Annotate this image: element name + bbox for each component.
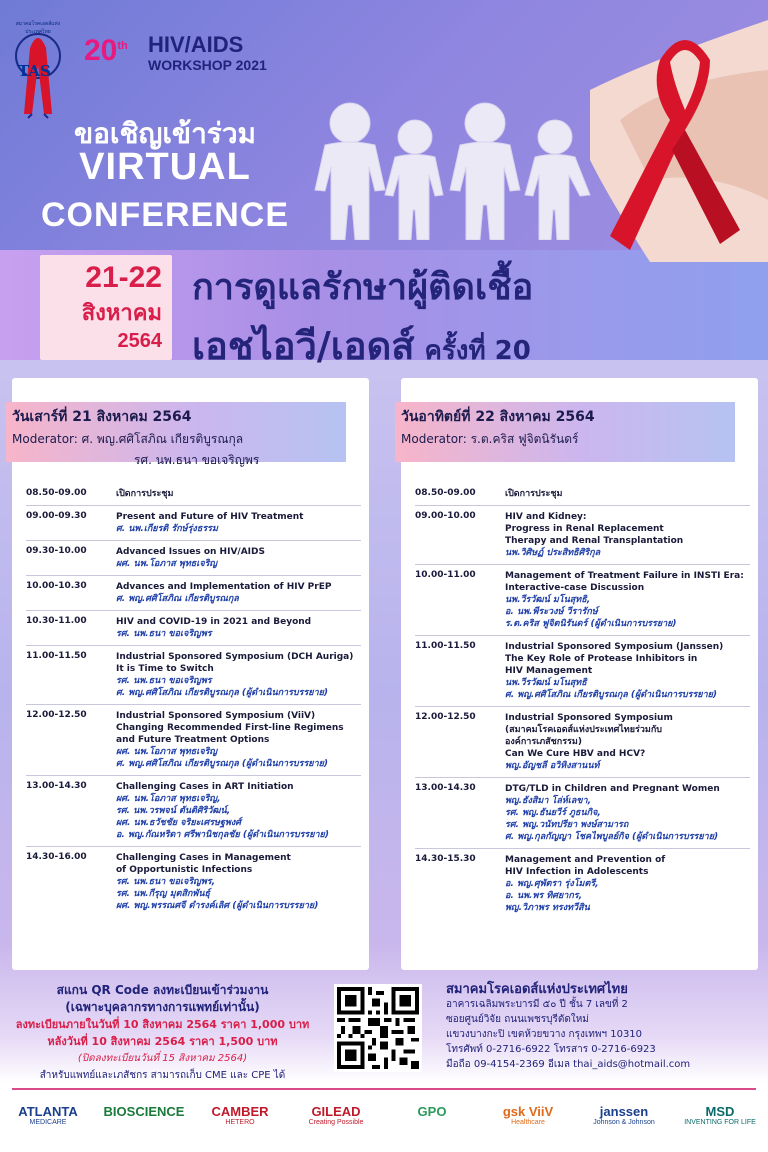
session-topic: HIV Infection in Adolescents [505,867,649,877]
session-speaker: รศ. นพ.ธนา ขอเจริญพร, [116,877,216,887]
session-speaker: นพ.วีรวัฒน์ มโนสุทธิ, [505,595,591,605]
sponsor-name: CAMBER [211,1104,269,1119]
session-topic: It is Time to Switch [116,664,214,674]
sponsor-subtitle: HETERO [225,1119,255,1126]
schedule-row [26,611,361,646]
session-speaker: รศ. นพ.กีรุญ มุตสิกพันธุ์ [116,889,210,899]
session-content [505,854,750,914]
reg-line-6: สำหรับแพทย์และเภสัชกร สามารถเก็บ CME และ CPE ได้ [39,1070,286,1081]
session-speaker: ศ. พญ.ศศิโสภิณ เกียรติบูรณกุล (ผู้ดำเนินการบรรยาย) [116,688,329,698]
session-topic: HIV and COVID-19 in 2021 and Beyond [116,617,312,627]
session-topic: Industrial Sponsored Symposium (Janssen) [505,642,724,652]
session-topic: เปิดการประชุม [505,489,563,499]
session-content [116,511,361,535]
logo-arc-text: สมาคมโรคเอดส์แห่งประเทศไทย [15,21,61,35]
qr-code[interactable] [334,984,422,1072]
session-speaker: ผศ. นพ.โอภาส พุทธเจริญ [116,559,218,569]
invite-conference: CONFERENCE [40,196,290,234]
schedule-row [415,778,750,849]
footer-divider [12,1088,756,1090]
sponsor-logo [288,1104,384,1126]
session-speaker: อ. พญ.ศุพัตรา รุ่งโมตรี, [505,879,599,889]
session-time: 14.30-15.30 [415,854,476,864]
schedule-row [415,636,750,707]
session-content [505,641,750,701]
session-time: 14.30-16.00 [26,852,87,862]
schedule-row [26,483,361,506]
day1-panel [12,378,369,970]
sponsor-logo [96,1104,192,1119]
session-content [116,488,361,500]
date-year: 2564 [117,330,162,352]
session-time: 12.00-12.50 [26,710,87,720]
invite-thai: ขอเชิญเข้าร่วม [73,118,257,149]
session-topic: Present and Future of HIV Treatment [116,512,304,522]
day1-header [6,402,346,467]
day2-label: วันอาทิตย์ที่ 22 สิงหาคม 2564 [401,409,595,425]
sponsor-subtitle: Johnson & Johnson [593,1119,655,1126]
session-speaker: รศ. นพ.ธนา ขอเจริญพร [116,676,212,686]
sponsor-name: GILEAD [311,1104,361,1119]
session-time: 11.00-11.50 [415,641,476,651]
session-topic: Challenging Cases in ART Initiation [116,782,294,792]
session-speaker: พญ.วิภาพร ทรงทวีสิน [505,903,590,913]
day1-schedule [26,483,361,917]
reg-line-5: (ปิดลงทะเบียนวันที่ 15 สิงหาคม 2564) [77,1053,248,1064]
session-content [116,651,361,699]
schedule-row [26,705,361,776]
session-speaker: ผศ. นพ.ธวัชชัย จริยะเศรษฐพงศ์ [116,818,241,828]
schedule-row [26,506,361,541]
sponsor-logo [192,1104,288,1126]
day2-schedule [415,483,750,919]
session-content [116,616,361,640]
sponsor-logo [0,1104,96,1126]
association-contact [446,982,756,1072]
day1-moderator: Moderator: ศ. พญ.ศศิโสภิณ เกียรติบูรณกุล [12,432,244,446]
workshop-number: 20th [84,34,128,67]
session-time: 10.00-10.30 [26,581,87,591]
reg-line-3: ลงทะเบียนภายในวันที่ 10 สิงหาคม 2564 ราคา 1,000 บาท [15,1018,310,1031]
session-content [116,781,361,841]
session-speaker: รศ. พญ.ธันยวีร์ ภูธนกิจ, [505,808,601,818]
session-topic: Management of Treatment Failure in INSTI Era: [505,571,744,581]
session-time: 13.00-14.30 [26,781,87,791]
session-speaker: อ. นพ.พร ทิศยากร, [505,891,583,901]
schedule-row [26,576,361,611]
sponsor-subtitle: INVENTING FOR LIFE [684,1119,756,1126]
session-speaker: ร.ต.คริส ฟูจิตนิรันดร์ (ผู้ดำเนินการบรรยาย) [505,619,677,629]
session-speaker: นพ.วิศิษฏ์ ประสิทธิศิริกุล [505,548,601,558]
session-content [116,581,361,605]
session-topic: HIV Management [505,666,593,676]
sponsor-logo [576,1104,672,1126]
schedule-row [415,483,750,506]
session-speaker: นพ.วีรวัฒน์ มโนสุทธิ [505,678,587,688]
sponsor-name: janssen [599,1104,649,1119]
session-content [505,712,750,772]
day1-moderator-2: รศ. นพ.ธนา ขอเจริญพร [134,453,260,467]
session-speaker: รศ. นพ.ธนา ขอเจริญพร [116,629,212,639]
session-time: 09.00-10.00 [415,511,476,521]
session-speaker: ศ. พญ.กุลกัญญา โชคไพบูลย์กิจ (ผู้ดำเนินการบรรยาย) [505,832,719,842]
day2-header [395,402,735,462]
session-topic: The Key Role of Protease Inhibitors in [505,654,698,664]
session-time: 10.00-11.00 [415,570,476,580]
session-topic: Progress in Renal Replacement [505,524,664,534]
session-speaker: รศ. พญ.วนัทปรียา พงษ์สามารถ [505,820,629,830]
session-speaker: ศ. พญ.ศศิโสภิณ เกียรติบูรณกุล (ผู้ดำเนินการบรรยาย) [116,759,329,769]
session-topic: Challenging Cases in Management [116,853,291,863]
session-speaker: อ. พญ.กัณหริดา ศรีพานิชกุลชัย (ผู้ดำเนินการบรรยาย) [116,830,329,840]
session-topic: เปิดการประชุม [116,489,174,499]
schedule-row [415,565,750,636]
session-topic: Therapy and Renal Transplantation [505,536,684,546]
session-content [505,511,750,559]
session-topic: of Opportunistic Infections [116,865,253,875]
session-speaker: พญ.อัญชลี อวิหิงสานนท์ [505,761,600,771]
sponsor-name: ATLANTA [18,1104,78,1119]
date-range: 21-22 [85,261,162,294]
association-address-2: ซอยศูนย์วิจัย ถนนเพชรบุรีตัดใหม่ [446,1014,589,1025]
paper-family-figures [305,95,615,240]
session-time: 11.00-11.50 [26,651,87,661]
session-content [116,852,361,912]
session-speaker: พญ.ธังสิมา โล่ห์เลขา, [505,796,592,806]
sponsor-name: BIOSCIENCE [103,1104,185,1119]
reg-line-1: สแกน QR Code ลงทะเบียนเข้าร่วมงาน [56,983,269,997]
session-topic: องค์การเภสัชกรรม) [505,737,582,747]
session-content [505,783,750,843]
date-month: สิงหาคม [81,300,162,325]
session-topic: Can We Cure HBV and HCV? [505,749,646,759]
session-time: 09.30-10.00 [26,546,87,556]
registration-info [0,982,325,1084]
date-box [40,255,172,360]
invite-virtual: VIRTUAL [79,146,251,188]
reg-line-4: หลังวันที่ 10 สิงหาคม 2564 ราคา 1,500 บาท [47,1035,278,1048]
session-speaker: รศ. นพ.วรพจน์ ตันติศิริวัฒน์, [116,806,231,816]
sponsor-subtitle: Healthcare [511,1119,545,1126]
sponsor-logo [672,1104,768,1126]
association-contact-line: มือถือ 09-4154-2369 อีเมล thai_aids@hotmail.com [446,1059,691,1070]
sponsor-name: gsk ViiV [502,1104,554,1119]
sponsor-name: MSD [705,1104,735,1119]
schedule-row [26,847,361,917]
schedule-row [26,541,361,576]
session-speaker: ผศ. นพ.โอภาส พุทธเจริญ [116,747,218,757]
session-speaker: ผศ. พญ.พรรณศจี ดำรงค์เลิศ (ผู้ดำเนินการบรรยาย) [116,901,319,911]
session-topic: Changing Recommended First-line Regimens [116,723,344,733]
session-content [505,488,750,500]
session-content [116,546,361,570]
schedule-row [26,776,361,847]
schedule-row [415,849,750,919]
session-time: 12.00-12.50 [415,712,476,722]
session-topic: and Future Treatment Options [116,735,270,745]
session-topic: Industrial Sponsored Symposium (ViiV) [116,711,316,721]
session-time: 09.00-09.30 [26,511,87,521]
session-time: 13.00-14.30 [415,783,476,793]
session-topic: Advanced Issues on HIV/AIDS [116,547,265,557]
sponsor-subtitle: MEDICARE [29,1119,67,1126]
session-topic: Advances and Implementation of HIV PrEP [116,582,332,592]
session-time: 08.50-09.00 [415,488,476,498]
session-speaker: ศ. พญ.ศศิโสภิณ เกียรติบูรณกุล [116,594,239,604]
red-ribbon-hand [590,0,768,262]
day1-label: วันเสาร์ที่ 21 สิงหาคม 2564 [12,409,192,425]
session-speaker: อ. นพ.พีระวงษ์ วีรารักษ์ [505,607,598,617]
day2-moderator: Moderator: ร.ต.คริส ฟูจิตนิรันดร์ [401,432,579,446]
session-topic: (สมาคมโรคเอดส์แห่งประเทศไทยร่วมกับ [505,725,662,735]
association-address-1: อาคารเฉลิมพระบารมี ๕๐ ปี ชั้น 7 เลขที่ 2 [446,999,628,1010]
session-topic: Management and Prevention of [505,855,666,865]
workshop-title: HIV/AIDS WORKSHOP 2021 [148,32,267,73]
sponsor-logo [480,1104,576,1126]
tas-logo [8,20,68,120]
session-topic: HIV and Kidney: [505,512,587,522]
session-topic: DTG/TLD in Children and Pregnant Women [505,784,720,794]
session-time: 10.30-11.00 [26,616,87,626]
schedule-row [415,707,750,778]
session-content [116,710,361,770]
reg-line-2: (เฉพาะบุคลากรทางการแพทย์เท่านั้น) [65,1000,260,1014]
session-speaker: ศ. นพ.เกียรติ รักษ์รุ่งธรรม [116,524,218,534]
association-name: สมาคมโรคเอดส์แห่งประเทศไทย [446,982,628,997]
sponsor-name: GPO [417,1104,447,1119]
schedule-row [415,506,750,565]
sponsor-subtitle: Creating Possible [308,1119,364,1126]
sponsor-logos [0,1098,768,1148]
session-topic: Industrial Sponsored Symposium (DCH Auriga) [116,652,354,662]
association-address-3: แขวงบางกะปิ เขตห้วยขวาง กรุงเทพฯ 10310 [446,1029,643,1040]
association-phone: โทรศัพท์ 0-2716-6922 โทรสาร 0-2716-6923 [446,1044,656,1055]
session-speaker: ศ. พญ.ศศิโสภิณ เกียรติบูรณกุล (ผู้ดำเนินการบรรยาย) [505,690,718,700]
session-topic: Industrial Sponsored Symposium [505,713,673,723]
session-time: 08.50-09.00 [26,488,87,498]
session-topic: Interactive-case Discussion [505,583,645,593]
session-content [505,570,750,630]
schedule-row [26,646,361,705]
logo-text: TAS [18,62,51,80]
sponsor-logo [384,1104,480,1119]
session-speaker: ผศ. นพ.โอภาส พุทธเจริญ, [116,794,221,804]
conference-title: การดูแลรักษาผู้ติดเชื้อ เอชไอวี/เอดส์ ครั้งที่ 20 [192,267,534,368]
day2-panel [401,378,758,970]
